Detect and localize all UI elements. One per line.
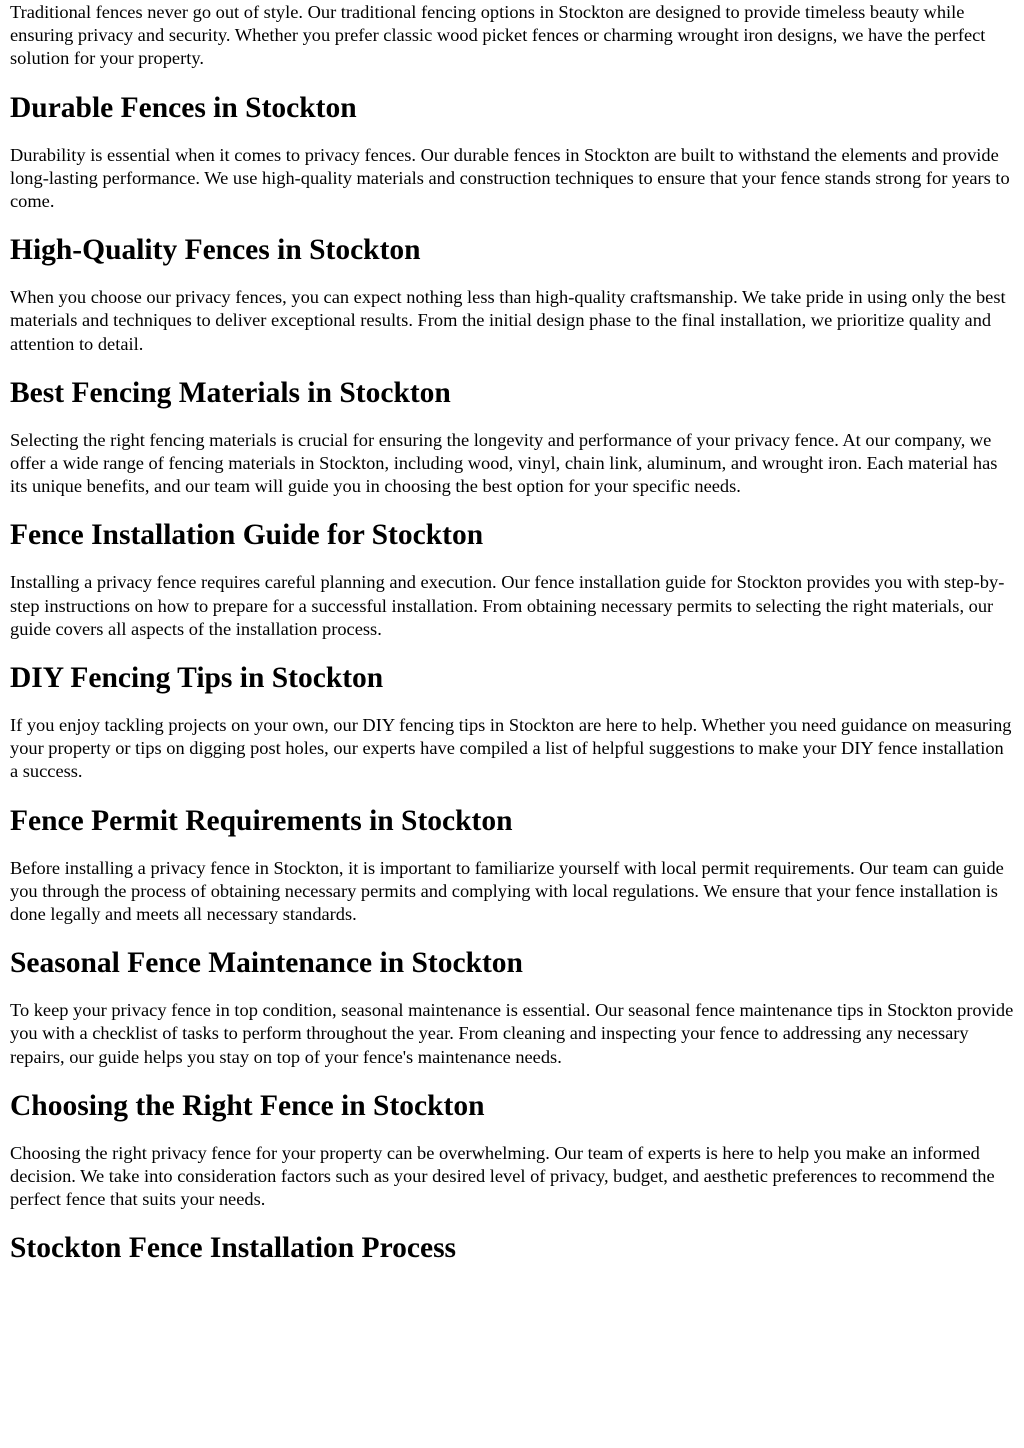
section-paragraph: Choosing the right privacy fence for your property can be overwhelming. Our team of experts is here to help you make an informed decision. We take into consideration factors such as your desired level of privacy, budget, and aesthetic preferences to recommend the perfect fence that suits your needs. xyxy=(10,1142,995,1210)
section-paragraph: Before installing a privacy fence in Stockton, it is important to familiarize yourself with local permit requirements. Our team can guide you through the process of obtaining necessary permits and complying with local regulations. We ensure that your fence installation is done legally and meets all necessary standards. xyxy=(10,857,1004,925)
section-heading: DIY Fencing Tips in Stockton xyxy=(10,662,384,695)
section-choosing-right-fence xyxy=(10,1069,1014,1212)
section-seasonal-maintenance xyxy=(10,926,1014,1069)
intro-paragraph: Traditional fences never go out of style. Our traditional fencing options in Stockton are designed to provide timeless beauty while ensuring privacy and security. Whether you prefer classic wood picket fences or charming wrought iron designs, we have the perfect solution for your property. xyxy=(10,2,986,69)
section-durable-fences xyxy=(10,71,1014,214)
section-paragraph: Selecting the right fencing materials is crucial for ensuring the longevity and performance of your privacy fence. At our company, we offer a wide range of fencing materials in Stockton, including wood, vinyl, chain link, aluminum, and wrought iron. Each material has its unique benefits, and our team will guide you in choosing the best option for your specific needs. xyxy=(10,429,998,497)
section-high-quality-fences xyxy=(10,213,1014,356)
section-paragraph: Durability is essential when it comes to privacy fences. Our durable fences in Stockton are built to withstand the elements and provide long-lasting performance. We use high-quality materials and construction techniques to ensure that your fence stands strong for years to come. xyxy=(10,144,1010,212)
section-heading: Choosing the Right Fence in Stockton xyxy=(10,1089,485,1122)
section-heading: Fence Permit Requirements in Stockton xyxy=(10,804,513,837)
section-heading: Best Fencing Materials in Stockton xyxy=(10,376,451,409)
section-installation-process xyxy=(10,1211,1014,1284)
section-best-fencing-materials xyxy=(10,356,1014,499)
section-fence-installation-guide xyxy=(10,498,1014,641)
section-paragraph: Installing a privacy fence requires careful planning and execution. Our fence installation guide for Stockton provides you with step-by-step instructions on how to prepare for a successful installation. From obtaining necessary permits to selecting the right materials, our guide covers all aspects of the installation process. xyxy=(10,572,1005,639)
section-heading: High-Quality Fences in Stockton xyxy=(10,234,421,267)
section-paragraph: When you choose our privacy fences, you can expect nothing less than high-quality craftsmanship. We take pride in using only the best materials and techniques to deliver exceptional results. From the initial design phase to the final installation, we prioritize quality and attention to detail. xyxy=(10,287,1006,354)
section-diy-fencing-tips xyxy=(10,641,1014,784)
section-heading: Stockton Fence Installation Process xyxy=(10,1232,457,1265)
section-paragraph: If you enjoy tackling projects on your own, our DIY fencing tips in Stockton are here to help. Whether you need guidance on measuring your property or tips on digging post holes, our experts have compiled a list of helpful suggestions to make your DIY fence installation a success. xyxy=(10,715,1012,782)
section-heading: Fence Installation Guide for Stockton xyxy=(10,519,484,552)
section-heading: Seasonal Fence Maintenance in Stockton xyxy=(10,947,523,980)
section-fence-permit-requirements xyxy=(10,784,1014,927)
section-paragraph: To keep your privacy fence in top condition, seasonal maintenance is essential. Our seasonal fence maintenance tips in Stockton provide you with a checklist of tasks to perform throughout the year. From cleaning and inspecting your fence to addressing any necessary repairs, our guide helps you stay on top of your fence's maintenance needs. xyxy=(10,1000,1014,1067)
section-heading: Durable Fences in Stockton xyxy=(10,91,357,124)
